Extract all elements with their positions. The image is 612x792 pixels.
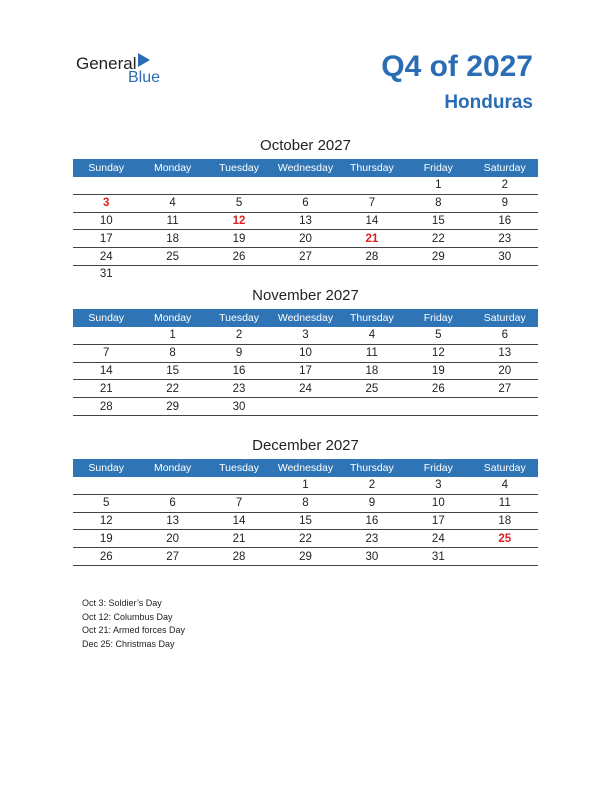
weekday-header: Monday (139, 459, 205, 477)
day-cell: 1 (139, 327, 205, 344)
day-cell: 26 (206, 248, 272, 266)
weekday-header: Friday (405, 309, 471, 327)
empty-day-cell (206, 265, 272, 282)
day-cell: 7 (206, 494, 272, 512)
empty-day-cell (139, 177, 205, 194)
day-cell: 14 (73, 362, 139, 380)
day-cell: 9 (472, 194, 538, 212)
day-cell: 27 (472, 380, 538, 398)
weekday-header: Wednesday (272, 159, 338, 177)
empty-day-cell (272, 265, 338, 282)
day-cell: 29 (272, 548, 338, 566)
day-cell: 27 (272, 248, 338, 266)
empty-day-cell (272, 398, 338, 416)
month-title: November 2027 (252, 287, 359, 304)
weekday-header-row (73, 309, 538, 327)
day-cell: 10 (73, 212, 139, 230)
day-cell: 11 (472, 494, 538, 512)
day-cell: 28 (73, 398, 139, 416)
day-cell: 5 (405, 327, 471, 344)
empty-day-cell (206, 477, 272, 494)
day-cell: 6 (472, 327, 538, 344)
week-row (73, 248, 538, 266)
country-subtitle: Honduras (444, 92, 533, 113)
week-row (73, 380, 538, 398)
day-cell: 15 (272, 512, 338, 530)
logo-text-general: General (76, 54, 137, 73)
empty-day-cell (139, 265, 205, 282)
day-cell: 14 (339, 212, 405, 230)
day-cell: 22 (405, 230, 471, 248)
month-october (73, 137, 538, 283)
day-cell: 18 (339, 362, 405, 380)
day-cell: 8 (272, 494, 338, 512)
day-cell: 17 (73, 230, 139, 248)
month-title: December 2027 (252, 437, 359, 454)
holiday-note: Oct 21: Armed forces Day (82, 625, 186, 635)
day-cell: 29 (139, 398, 205, 416)
empty-day-cell (405, 398, 471, 416)
weekday-header: Saturday (472, 309, 538, 327)
day-cell: 28 (339, 248, 405, 266)
week-row (73, 530, 538, 548)
day-cell: 6 (139, 494, 205, 512)
weekday-header: Wednesday (272, 459, 338, 477)
day-cell: 17 (405, 512, 471, 530)
weekday-header: Monday (139, 159, 205, 177)
week-row (73, 327, 538, 344)
day-cell: 11 (139, 212, 205, 230)
day-cell: 13 (472, 344, 538, 362)
week-row (73, 494, 538, 512)
empty-day-cell (73, 327, 139, 344)
generalblue-logo (76, 52, 176, 88)
day-cell: 16 (206, 362, 272, 380)
empty-day-cell (73, 477, 139, 494)
empty-day-cell (339, 177, 405, 194)
day-cell: 30 (206, 398, 272, 416)
day-cell: 23 (206, 380, 272, 398)
holiday-note: Oct 12: Columbus Day (82, 611, 173, 622)
calendar-grid (73, 459, 538, 566)
weekday-header: Wednesday (272, 309, 338, 327)
day-cell: 3 (272, 327, 338, 344)
weekday-header: Thursday (339, 159, 405, 177)
day-cell: 19 (73, 530, 139, 548)
week-row (73, 512, 538, 530)
weekday-header: Saturday (472, 159, 538, 177)
week-row (73, 362, 538, 380)
day-cell: 24 (73, 248, 139, 266)
logo-text-blue: Blue (128, 69, 161, 86)
month-title: October 2027 (260, 137, 351, 154)
weekday-header: Sunday (73, 309, 139, 327)
day-cell: 4 (139, 194, 205, 212)
day-cell: 9 (339, 494, 405, 512)
day-cell: 1 (405, 177, 471, 194)
day-cell: 19 (206, 230, 272, 248)
month-december (73, 437, 538, 566)
day-cell: 18 (472, 512, 538, 530)
week-row (73, 265, 538, 282)
week-row (73, 477, 538, 494)
weekday-header: Sunday (73, 159, 139, 177)
week-row (73, 194, 538, 212)
day-cell: 27 (139, 548, 205, 566)
day-cell: 8 (139, 344, 205, 362)
day-cell: 2 (472, 177, 538, 194)
day-cell: 26 (73, 548, 139, 566)
day-cell: 17 (272, 362, 338, 380)
week-row (73, 177, 538, 194)
logo-flag-icon (138, 53, 150, 67)
weekday-header: Tuesday (206, 309, 272, 327)
day-cell: 12 (405, 344, 471, 362)
weekday-header: Thursday (339, 309, 405, 327)
day-cell: 20 (139, 530, 205, 548)
week-row (73, 230, 538, 248)
calendar-grid (73, 309, 538, 416)
day-cell: 8 (405, 194, 471, 212)
empty-day-cell (139, 477, 205, 494)
day-cell: 22 (272, 530, 338, 548)
day-cell: 12 (206, 212, 272, 230)
day-cell: 21 (206, 530, 272, 548)
weekday-header-row (73, 159, 538, 177)
day-cell: 7 (73, 344, 139, 362)
day-cell: 30 (472, 248, 538, 266)
month-november (73, 287, 538, 416)
day-cell: 15 (405, 212, 471, 230)
weekday-header: Monday (139, 309, 205, 327)
empty-day-cell (339, 398, 405, 416)
weekday-header: Tuesday (206, 459, 272, 477)
day-cell: 6 (272, 194, 338, 212)
weekday-header: Sunday (73, 459, 139, 477)
empty-day-cell (472, 548, 538, 566)
day-cell: 21 (339, 230, 405, 248)
day-cell: 12 (73, 512, 139, 530)
day-cell: 13 (272, 212, 338, 230)
day-cell: 3 (405, 477, 471, 494)
day-cell: 20 (472, 362, 538, 380)
day-cell: 22 (139, 380, 205, 398)
empty-day-cell (405, 265, 471, 282)
calendar-grid (73, 159, 538, 283)
day-cell: 20 (272, 230, 338, 248)
holiday-note: Oct 3: Soldier’s Day (82, 598, 162, 608)
day-cell: 10 (405, 494, 471, 512)
day-cell: 5 (206, 194, 272, 212)
week-row (73, 344, 538, 362)
weekday-header: Friday (405, 459, 471, 477)
empty-day-cell (472, 398, 538, 416)
day-cell: 24 (272, 380, 338, 398)
day-cell: 25 (139, 248, 205, 266)
page-title: Q4 of 2027 (381, 50, 533, 83)
weekday-header: Friday (405, 159, 471, 177)
day-cell: 4 (472, 477, 538, 494)
weekday-header: Thursday (339, 459, 405, 477)
empty-day-cell (472, 265, 538, 282)
day-cell: 9 (206, 344, 272, 362)
week-row (73, 398, 538, 416)
week-row (73, 548, 538, 566)
empty-day-cell (339, 265, 405, 282)
empty-day-cell (206, 177, 272, 194)
day-cell: 23 (339, 530, 405, 548)
day-cell: 2 (339, 477, 405, 494)
day-cell: 11 (339, 344, 405, 362)
day-cell: 25 (472, 530, 538, 548)
day-cell: 4 (339, 327, 405, 344)
day-cell: 10 (272, 344, 338, 362)
day-cell: 21 (73, 380, 139, 398)
day-cell: 29 (405, 248, 471, 266)
day-cell: 23 (472, 230, 538, 248)
week-row (73, 212, 538, 230)
day-cell: 16 (339, 512, 405, 530)
day-cell: 14 (206, 512, 272, 530)
day-cell: 7 (339, 194, 405, 212)
holiday-note: Dec 25: Christmas Day (82, 638, 175, 649)
day-cell: 2 (206, 327, 272, 344)
empty-day-cell (272, 177, 338, 194)
weekday-header: Tuesday (206, 159, 272, 177)
empty-day-cell (73, 177, 139, 194)
day-cell: 1 (272, 477, 338, 494)
day-cell: 25 (339, 380, 405, 398)
day-cell: 26 (405, 380, 471, 398)
day-cell: 30 (339, 548, 405, 566)
day-cell: 5 (73, 494, 139, 512)
day-cell: 3 (73, 194, 139, 212)
day-cell: 18 (139, 230, 205, 248)
day-cell: 31 (99, 268, 113, 281)
day-cell: 31 (405, 548, 471, 566)
day-cell: 24 (405, 530, 471, 548)
holiday-notes (82, 597, 185, 651)
day-cell: 16 (472, 212, 538, 230)
day-cell: 28 (206, 548, 272, 566)
day-cell: 15 (139, 362, 205, 380)
day-cell: 13 (139, 512, 205, 530)
day-cell: 19 (405, 362, 471, 380)
weekday-header: Saturday (472, 459, 538, 477)
weekday-header-row (73, 459, 538, 477)
